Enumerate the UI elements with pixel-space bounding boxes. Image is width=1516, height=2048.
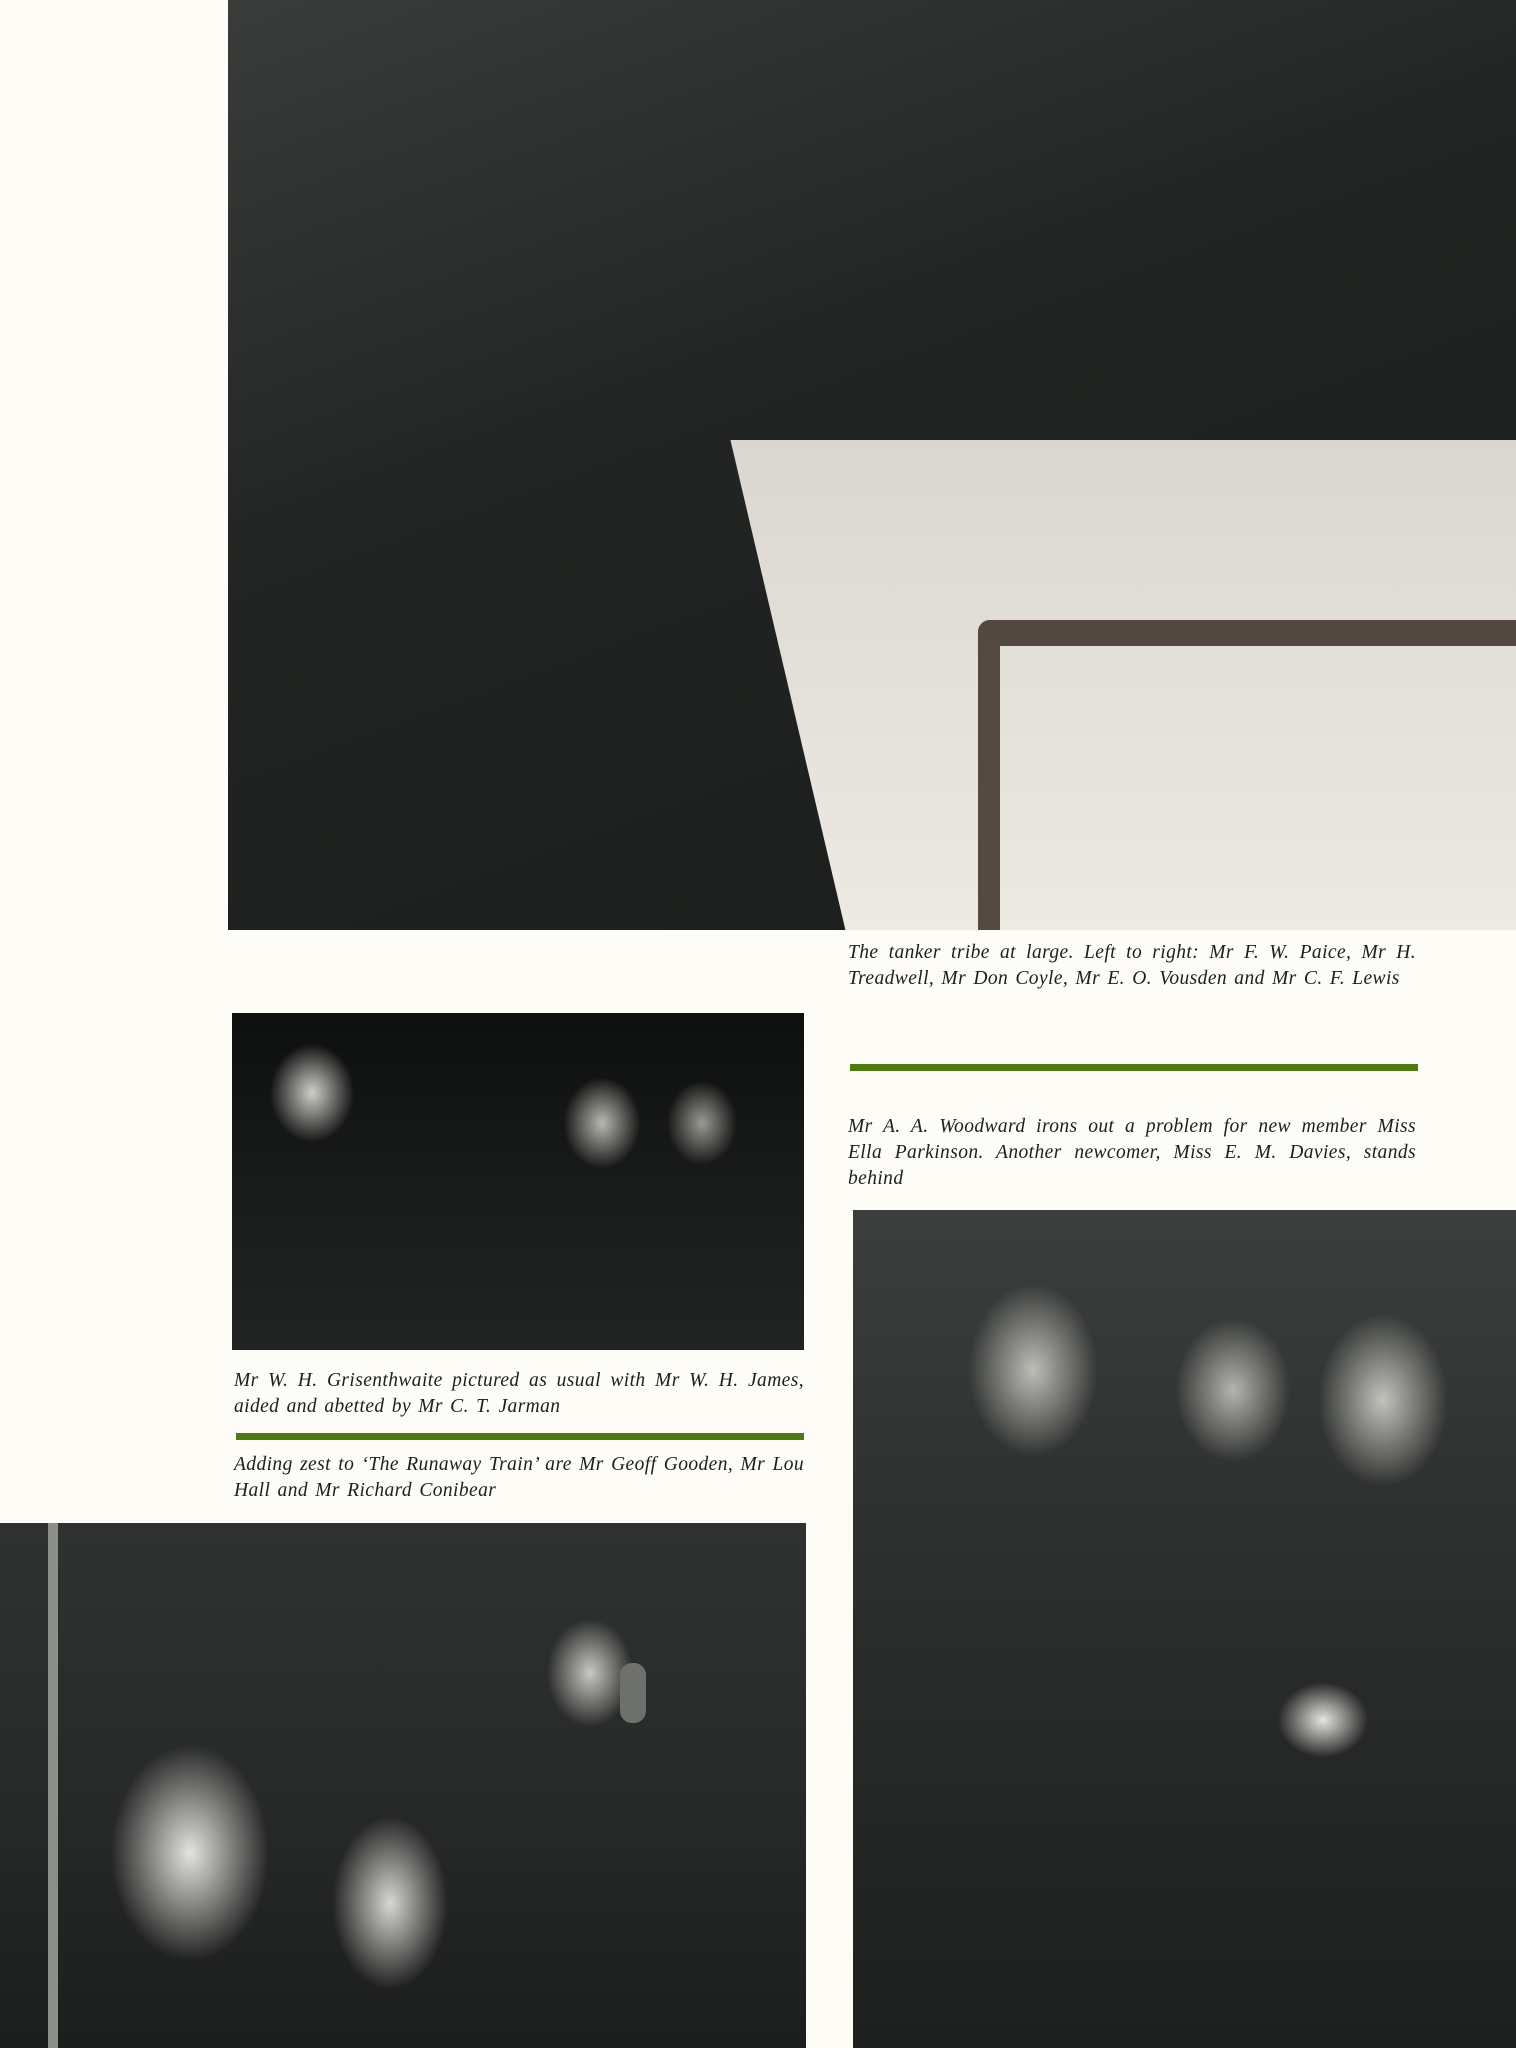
caption-runaway-train: Adding zest to ‘The Runaway Train’ are Mr Geoff Gooden, Mr Lou Hall and Mr Richard Conibear	[234, 1454, 804, 1501]
photo-grisenthwaite	[232, 1013, 804, 1350]
microphone-stand	[48, 1523, 58, 2048]
photo-woodward	[853, 1210, 1516, 2048]
photo-woodward-image	[853, 1210, 1516, 2048]
caption-grisenthwaite: Mr W. H. Grisenthwaite pictured as usual with Mr W. H. James, aided and abetted by Mr C. T. Jarman	[234, 1370, 804, 1417]
photo-banquet-toast	[228, 0, 1516, 930]
photo-runaway-train	[0, 1523, 806, 2048]
microphone	[620, 1663, 646, 1723]
photo-grisenthwaite-image	[232, 1013, 804, 1350]
divider-rule-right	[850, 1064, 1418, 1071]
caption-woodward: Mr A. A. Woodward irons out a problem for new member Miss Ella Parkinson. Another newcomer, Miss E. M. Davies, stands behind	[848, 1116, 1416, 1189]
photo-runaway-train-image	[0, 1523, 806, 2048]
chair	[978, 620, 1516, 930]
divider-rule-left	[236, 1433, 804, 1440]
caption-banquet: The tanker tribe at large. Left to right: Mr F. W. Paice, Mr H. Treadwell, Mr Don Coyle, Mr E. O. Vousden and Mr C. F. Lewis	[848, 942, 1416, 989]
